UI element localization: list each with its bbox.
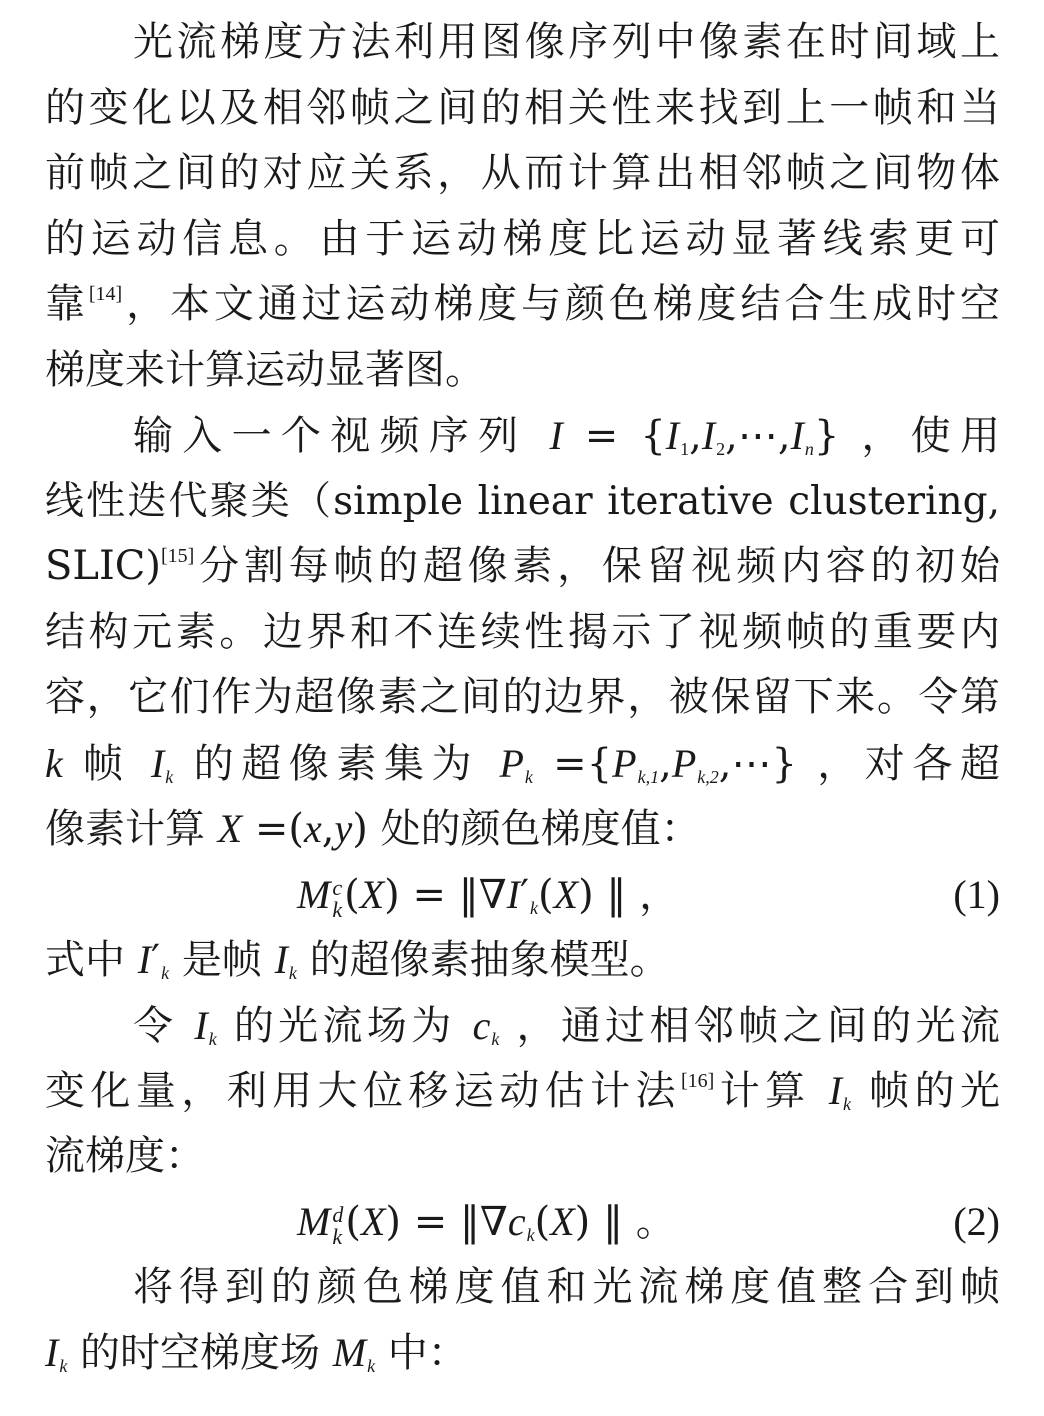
equation-expression (297, 1189, 676, 1256)
text-run: SLIC) (45, 543, 161, 589)
subscript: 1 (680, 439, 690, 460)
subscript: k (491, 1028, 500, 1049)
text-run: 计算 (714, 1068, 829, 1114)
citation-marker: [16] (680, 1070, 715, 1092)
subscript: k,2 (697, 766, 719, 787)
text-run: 式中 (45, 937, 138, 983)
text-run: 中： (375, 1330, 468, 1376)
math-variable: I (274, 937, 288, 982)
math-variable: M (297, 1199, 331, 1244)
text-run: ) = ‖∇ (384, 871, 507, 918)
subscript: k (367, 1356, 376, 1377)
text-line (45, 600, 1000, 666)
math-variable: X (359, 871, 385, 917)
math-variable: c (507, 1199, 526, 1244)
math-variable: I (137, 937, 152, 982)
text-run: , (321, 806, 335, 852)
text-run: ′ (151, 937, 161, 983)
text-run: 令 (133, 1002, 195, 1049)
text-run: = { (562, 413, 666, 459)
text-run: =( (242, 806, 304, 852)
subscript: n (804, 439, 814, 460)
text-run: 分割每帧的超像素，保留视频内容的初始 (194, 543, 1000, 589)
text-run: ,⋯} ，对各超 (718, 740, 1000, 787)
subscript: k (530, 897, 539, 918)
text-line (45, 10, 1000, 76)
math-variable: X (553, 871, 579, 917)
paper-body (45, 10, 1000, 1386)
text-run: ( (534, 1199, 551, 1245)
text-line (45, 272, 1000, 338)
text-run: 变化量，利用大位移运动估计法 (45, 1068, 681, 1114)
text-line (45, 731, 1000, 797)
text-run: 的光流场为 (216, 1002, 473, 1049)
text-run: 的超像素集为 (173, 740, 500, 787)
text-line (45, 665, 1000, 731)
subscript: k (161, 963, 170, 984)
text-line (45, 796, 1000, 862)
equation (45, 862, 1000, 928)
superscript: d (332, 1202, 344, 1227)
subscript: k (524, 766, 533, 787)
math-variable: x (304, 806, 322, 851)
text-run: 是帧 (169, 937, 275, 983)
text-line (45, 403, 1000, 469)
text-line (45, 534, 1000, 600)
text-run: ,⋯, (725, 413, 791, 459)
text-run: 的变化以及相邻帧之间的相关性来找到上一帧和当 (45, 84, 1000, 131)
subscript: k (526, 1225, 535, 1246)
subscript: 2 (716, 439, 726, 460)
citation-marker: [15] (160, 545, 195, 567)
equation-expression (297, 862, 679, 929)
math-variable: M (297, 871, 331, 917)
text-run: 光流梯度方法利用图像序列中像素在时间域上 (133, 19, 1000, 65)
text-run: 靠 (45, 281, 89, 327)
math-variable: k (45, 740, 63, 786)
text-run: 像素计算 (45, 806, 218, 852)
subscript: k (332, 1224, 343, 1249)
citation-marker: [14] (88, 283, 123, 305)
text-line (45, 1124, 1000, 1190)
math-variable: P (499, 740, 524, 786)
text-run: ) = ‖∇ (385, 1199, 508, 1245)
text-run: 帧 (62, 740, 151, 787)
text-run: ) ‖ 。 (574, 1199, 676, 1245)
text-line (45, 338, 1000, 404)
subscript: k,1 (637, 766, 660, 787)
text-line (45, 469, 1000, 535)
superscript: c (332, 874, 343, 900)
math-variable: M (332, 1330, 367, 1375)
text-run: ，本文通过运动梯度与颜色梯度结合生成时空 (122, 281, 1001, 327)
subscript: k (332, 896, 343, 922)
text-run: ( (538, 871, 554, 918)
text-run: 线性迭代聚类（simple linear iterative clustering, (45, 478, 1000, 524)
text-line (45, 76, 1000, 142)
text-run: 的超像素抽象模型。 (296, 937, 670, 983)
subscript: k (288, 963, 297, 984)
math-variable: X (360, 1199, 386, 1244)
subscript: k (59, 1356, 68, 1377)
math-variable: y (334, 806, 353, 851)
text-run: 帧的光 (851, 1068, 1001, 1114)
math-variable: P (612, 740, 637, 786)
math-variable: I (665, 413, 680, 458)
sup-sub-script (332, 874, 343, 922)
math-variable: I (790, 413, 804, 458)
text-run: 将得到的颜色梯度值和光流梯度值整合到帧 (133, 1263, 1000, 1310)
math-variable: I (150, 740, 165, 786)
text-line (45, 1320, 1000, 1386)
math-variable: I (506, 871, 520, 917)
text-run: ，通过相邻帧之间的光流 (499, 1002, 1000, 1049)
math-variable: I (701, 413, 716, 458)
math-variable: I (194, 1002, 208, 1048)
text-line (45, 1255, 1000, 1321)
text-run: 前帧之间的对应关系，从而计算出相邻帧之间物体 (45, 150, 1000, 196)
text-line (45, 927, 1000, 993)
equation (45, 1189, 1000, 1255)
sup-sub-script (332, 1204, 343, 1248)
text-run: ( (344, 871, 360, 918)
subscript: k (165, 766, 174, 787)
math-variable: c (472, 1002, 491, 1048)
equation-number: (2) (953, 1199, 1000, 1244)
subscript: k (843, 1094, 852, 1115)
text-run: 流梯度： (45, 1132, 205, 1179)
equation-number: (1) (953, 871, 1000, 917)
text-run: 结构元素。边界和不连续性揭示了视频帧的重要内 (45, 608, 1000, 655)
text-run: 梯度来计算运动显著图。 (45, 346, 485, 393)
text-run: 的运动信息。由于运动梯度比运动显著线索更可 (45, 215, 1000, 262)
text-line (45, 993, 1000, 1059)
text-run: ) ‖ ， (578, 871, 680, 918)
text-run: , (659, 740, 672, 787)
text-run: , (689, 413, 702, 459)
text-run: 的时空梯度场 (67, 1330, 333, 1376)
text-run: ′ (519, 871, 530, 918)
text-run: ( (345, 1199, 361, 1245)
text-run: 容，它们作为超像素之间的边界，被保留下来。令第 (45, 674, 1000, 720)
math-variable: X (217, 806, 243, 851)
math-variable: I (828, 1068, 843, 1113)
text-line (45, 141, 1000, 207)
math-variable: P (671, 740, 697, 786)
text-line (45, 1058, 1000, 1124)
text-run: ) 处的颜色梯度值： (352, 806, 701, 852)
subscript: k (208, 1028, 217, 1049)
math-variable: X (550, 1199, 575, 1244)
math-variable: I (549, 413, 563, 458)
text-run: ={ (532, 740, 613, 787)
text-run: } ，使用 (813, 413, 1000, 459)
text-run: 输入一个视频序列 (133, 413, 550, 459)
math-variable: I (45, 1330, 59, 1375)
text-line (45, 207, 1000, 273)
